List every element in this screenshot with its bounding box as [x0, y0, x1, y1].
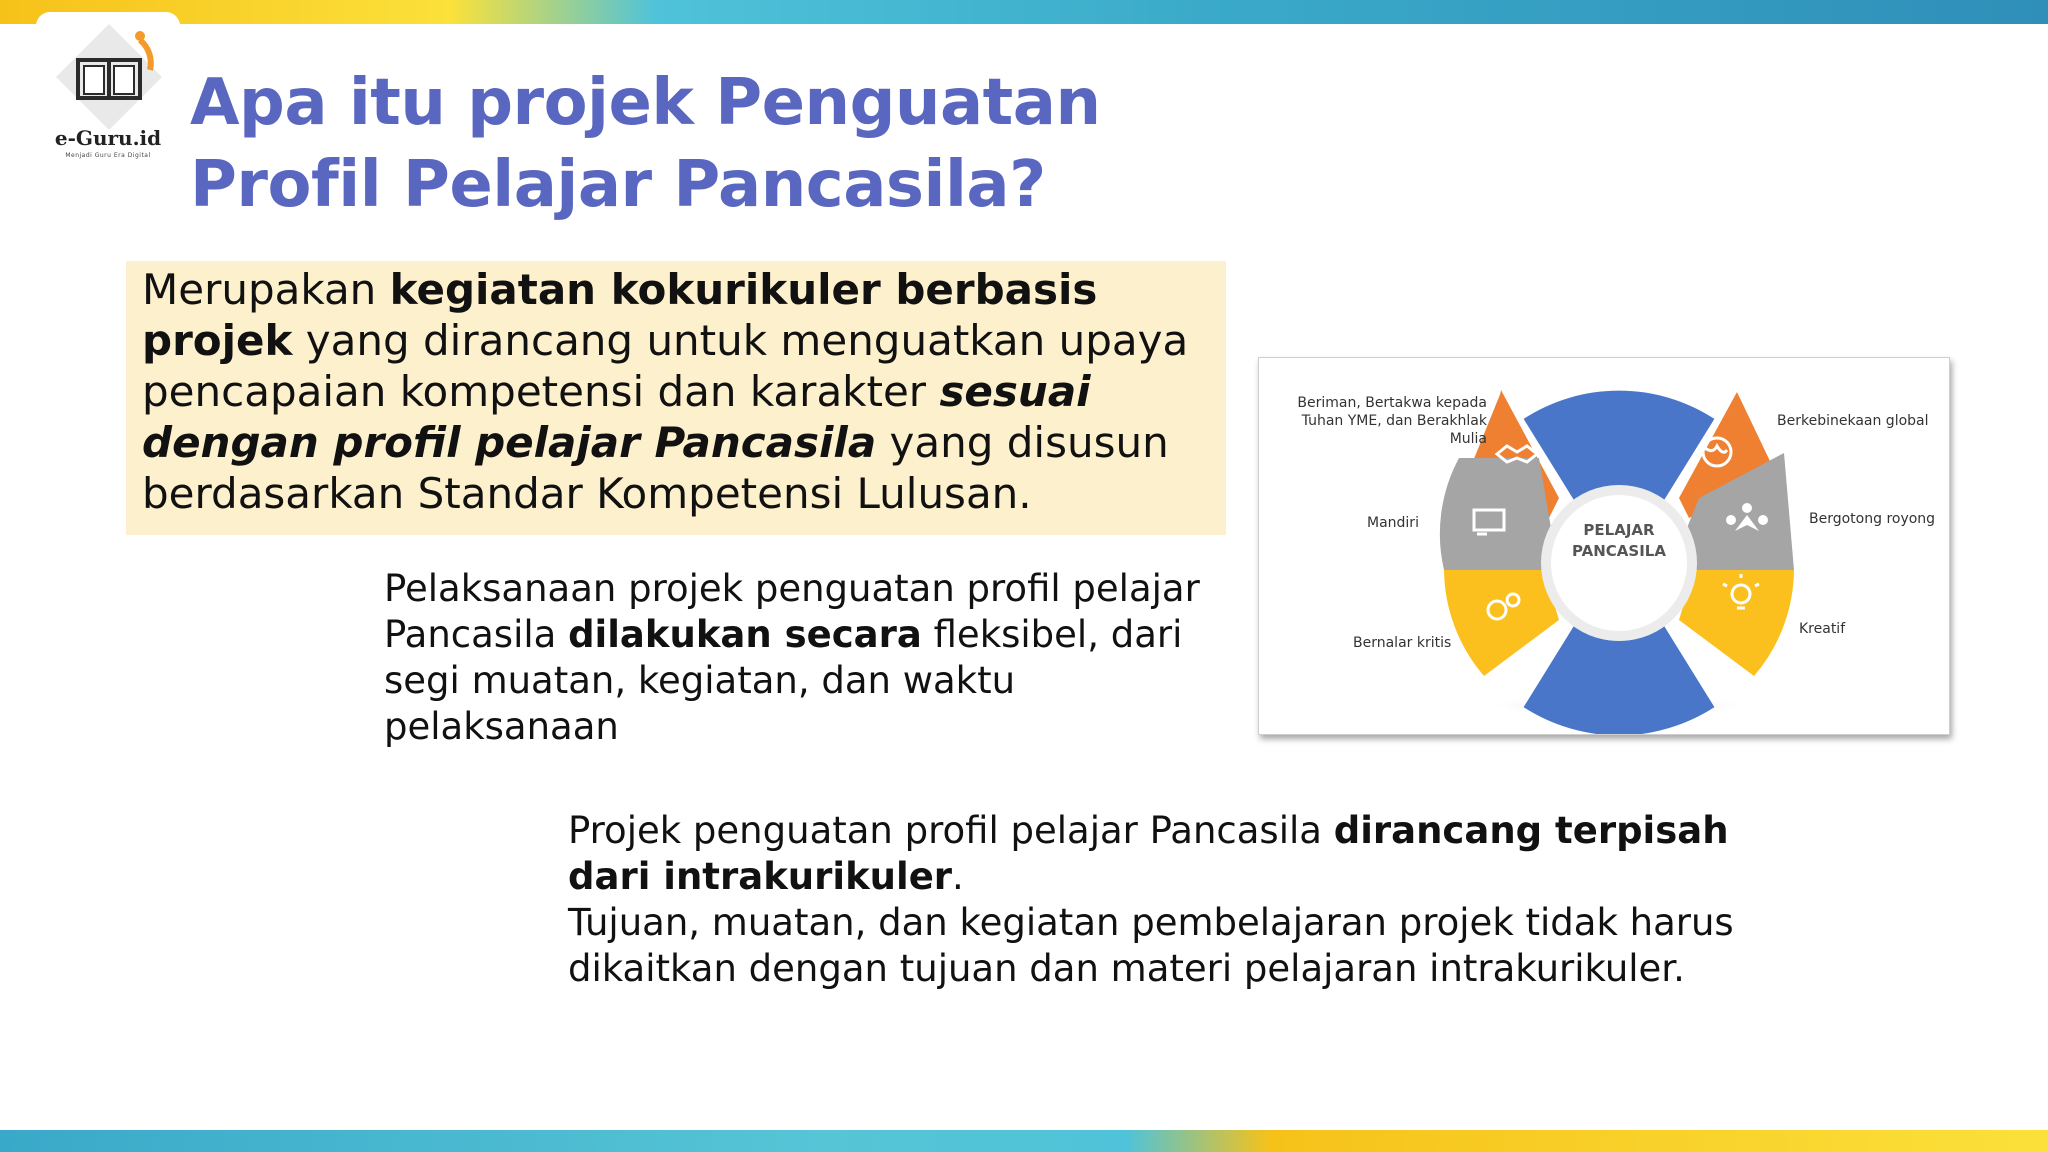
center-circle [1551, 495, 1687, 631]
top-decorative-band [0, 0, 2048, 24]
center-label-line-2: PANCASILA [1572, 542, 1666, 560]
center-label [1549, 520, 1689, 562]
design-text-1: Projek penguatan profil pelajar Pancasila [568, 809, 1334, 852]
segment-mandiri [1440, 458, 1551, 570]
design-line-2: Tujuan, muatan, dan kegiatan pembelajaran projek tidak harus dikaitkan dengan tujuan dan materi pelajaran intrakurikuler. [568, 901, 1734, 990]
implementation-paragraph [384, 566, 1204, 750]
brand-name: e-Guru.id [54, 126, 162, 150]
implementation-text-1: Pelaksanaan projek penguatan profil pelajar Pancasila [384, 567, 1200, 656]
page-title [190, 62, 1190, 226]
label-gotong-royong: Bergotong royong [1809, 511, 1936, 527]
label-mandiri: Mandiri [1367, 515, 1419, 531]
label-beriman [1277, 394, 1487, 448]
title-line-2: Profil Pelajar Pancasila? [190, 148, 1046, 222]
label-kreatif: Kreatif [1799, 621, 1846, 637]
definition-bold-1: kegiatan kokurikuler berbasis projek [142, 265, 1098, 365]
label-beriman-line-3: Mulia [1449, 431, 1487, 447]
label-beriman-line-2: Tuhan YME, dan Berakhlak [1301, 413, 1487, 429]
book-logo-icon [54, 22, 164, 132]
label-bernalar: Bernalar kritis [1353, 635, 1452, 651]
label-kebinekaan: Berkebinekaan global [1777, 413, 1929, 429]
brand-tagline: Menjadi Guru Era Digital [65, 152, 151, 159]
segment-bernalar [1444, 570, 1559, 676]
design-paragraph [568, 808, 1768, 992]
implementation-bold: dilakukan secara [568, 613, 922, 656]
definition-text-2: yang dirancang untuk menguatkan upaya pencapaian kompetensi dan karakter [142, 316, 1189, 416]
definition-text-3: yang disusun berdasarkan Standar Kompetensi Lulusan. [142, 418, 1169, 518]
segment-blue-bottom [1524, 626, 1715, 734]
bottom-decorative-band [0, 1130, 2048, 1152]
definition-text-1: Merupakan [142, 265, 390, 314]
design-line-1 [568, 808, 1768, 900]
definition-bold-italic: sesuai dengan profil pelajar Pancasila [142, 367, 1091, 467]
brand-logo [36, 12, 180, 162]
design-text-2: . [952, 855, 964, 898]
segment-blue-top [1524, 391, 1715, 501]
implementation-text-2: fleksibel, dari segi muatan, kegiatan, dan waktu pelaksanaan [384, 613, 1183, 748]
design-bold: dirancang terpisah dari intrakurikuler [568, 809, 1729, 898]
pelajar-pancasila-diagram [1258, 357, 1950, 735]
title-line-1: Apa itu projek Penguatan [190, 66, 1101, 140]
center-label-line-1: PELAJAR [1583, 521, 1655, 539]
label-beriman-line-1: Beriman, Bertakwa kepada [1297, 395, 1487, 411]
definition-paragraph [142, 264, 1222, 519]
